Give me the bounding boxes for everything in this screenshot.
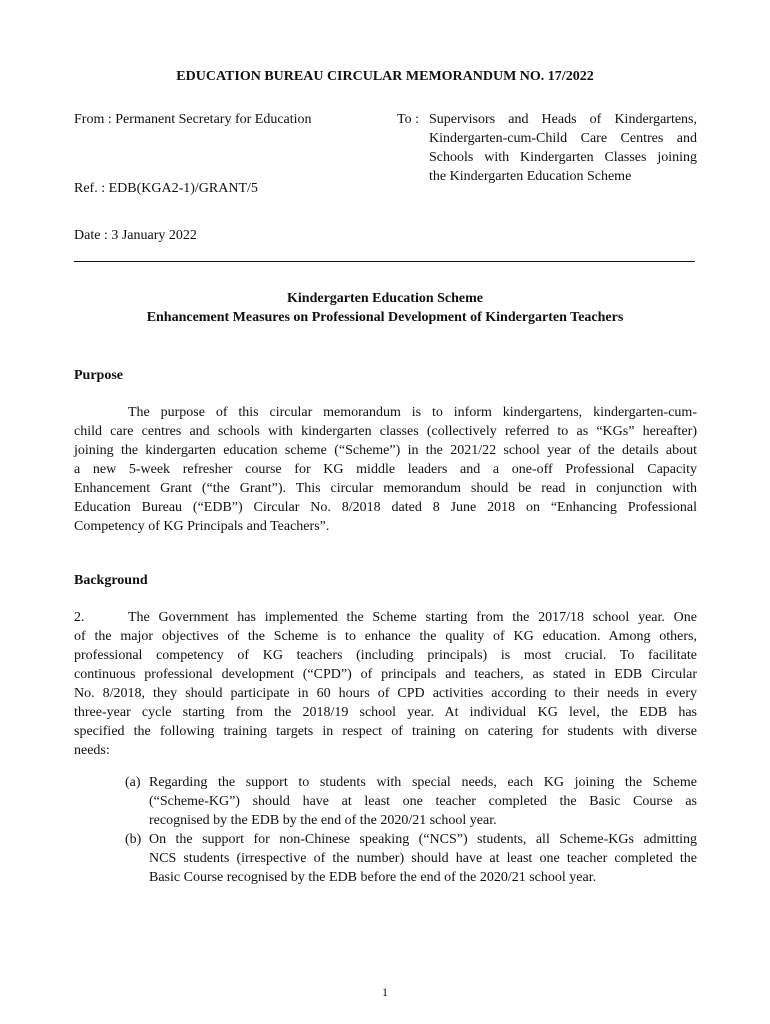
from-line: From : Permanent Secretary for Education	[74, 112, 312, 127]
paragraph-line: Competency of KG Principals and Teachers”.	[74, 519, 330, 534]
title-line-2: Enhancement Measures on Professional Development of Kindergarten Teachers	[146, 310, 624, 325]
date-line: Date : 3 January 2022	[74, 228, 197, 243]
list-item	[125, 773, 697, 830]
title-line-1: Kindergarten Education Scheme	[287, 291, 483, 306]
list-item-line: (“Scheme-KG”) should have at least one teacher completed the Basic Course as	[149, 794, 697, 809]
paragraph-line: three-year cycle starting from the 2018/19 school year. At individual KG level, the EDB has	[74, 705, 697, 720]
paragraph-line: a new 5-week refresher course for KG middle leaders and a one-off Professional Capacity	[74, 462, 697, 477]
training-targets-list	[125, 773, 697, 887]
memo-title: EDUCATION BUREAU CIRCULAR MEMORANDUM NO. 17/2022	[176, 69, 594, 84]
paragraph-number: 2.	[74, 610, 85, 625]
to-recipient-line: Schools with Kindergarten Classes joining	[429, 150, 697, 165]
paragraph-line: The purpose of this circular memorandum is to inform kindergartens, kindergarten-cum-	[128, 405, 697, 420]
background-paragraph	[74, 608, 697, 760]
list-marker: (b)	[125, 832, 142, 847]
to-label: To :	[397, 112, 419, 127]
paragraph-line: joining the kindergarten education scheme (“Scheme”) in the 2021/22 school year of the details about	[74, 443, 697, 458]
header-divider	[74, 261, 695, 262]
to-recipient-line: Kindergarten-cum-Child Care Centres and	[429, 131, 697, 146]
purpose-heading: Purpose	[74, 368, 123, 383]
reference-line: Ref. : EDB(KGA2-1)/GRANT/5	[74, 181, 258, 196]
paragraph-line: of the major objectives of the Scheme is to enhance the quality of KG education. Among others,	[74, 629, 697, 644]
list-item-line: Basic Course recognised by the EDB before the end of the 2020/21 school year.	[149, 870, 597, 885]
list-item-line: Regarding the support to students with special needs, each KG joining the Scheme	[149, 775, 697, 790]
list-item-line: On the support for non-Chinese speaking (“NCS”) students, all Scheme-KGs admitting	[149, 832, 697, 847]
purpose-paragraph	[74, 403, 697, 536]
paragraph-line: Education Bureau (“EDB”) Circular No. 8/2018 dated 8 June 2018 on “Enhancing Professional	[74, 500, 697, 515]
page-number: 1	[382, 985, 388, 999]
to-recipient-line: the Kindergarten Education Scheme	[429, 169, 632, 184]
list-item	[125, 830, 697, 887]
to-recipient-line: Supervisors and Heads of Kindergartens,	[429, 112, 697, 127]
list-item-line: recognised by the EDB by the end of the 2020/21 school year.	[149, 813, 497, 828]
paragraph-line: child care centres and schools with kindergarten classes (collectively referred to as “KGs” hereafter)	[74, 424, 697, 439]
paragraph-line: The Government has implemented the Scheme starting from the 2017/18 school year. One	[128, 610, 697, 625]
paragraph-line: continuous professional development (“CPD”) of principals and teachers, as stated in EDB Circular	[74, 667, 697, 682]
paragraph-line: professional competency of KG teachers (including principals) is most crucial. To facilitate	[74, 648, 697, 663]
list-item-line: NCS students (irrespective of the number) should have at least one teacher completed the	[149, 851, 697, 866]
background-heading: Background	[74, 573, 148, 588]
paragraph-line: specified the following training targets in respect of training on catering for students with diverse	[74, 724, 697, 739]
to-recipients	[429, 110, 697, 186]
document-title	[0, 289, 770, 327]
paragraph-line: Enhancement Grant (“the Grant”). This circular memorandum should be read in conjunction with	[74, 481, 697, 496]
paragraph-line: No. 8/2018, they should participate in 60 hours of CPD activities according to their needs in every	[74, 686, 697, 701]
paragraph-line: needs:	[74, 743, 110, 758]
list-marker: (a)	[125, 775, 141, 790]
